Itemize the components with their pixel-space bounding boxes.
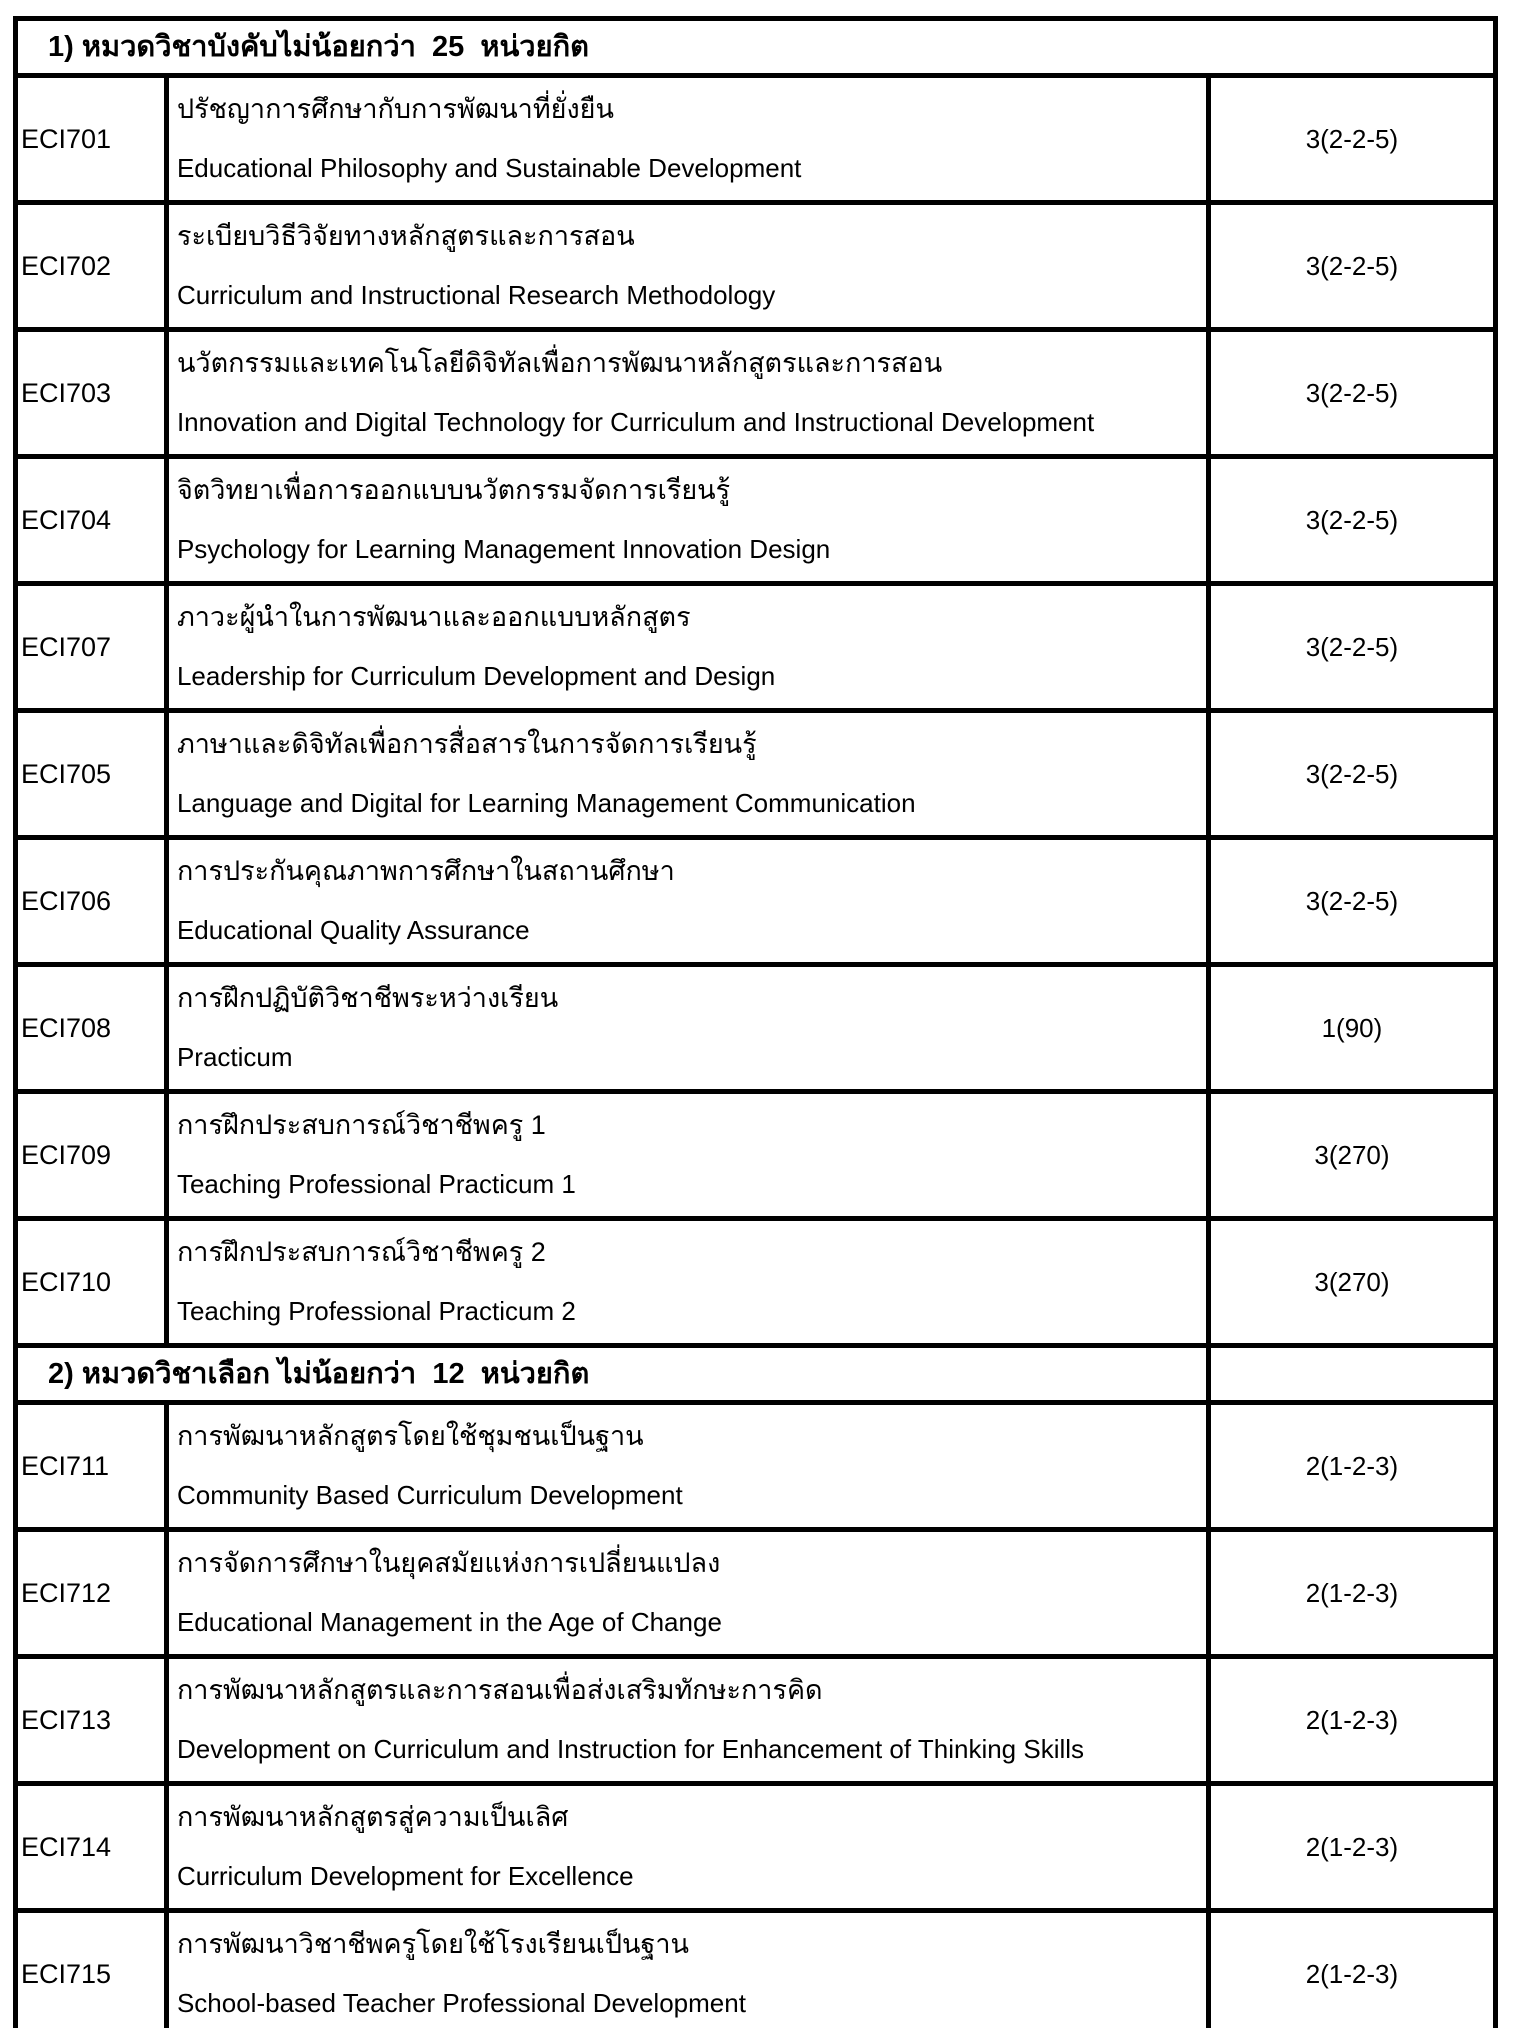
course-english-title: Curriculum and Instructional Research Methodology [176,280,776,310]
course-code-cell: ECI711 [16,1403,167,1530]
course-code-cell: ECI705 [16,711,167,838]
course-thai-title: ภาษาและดิจิทัลเพื่อการสื่อสารในการจัดการเรียนรู้ [176,729,757,759]
section-header-label: 2) หมวดวิชาเลือก ไม่น้อยกว่า 12 หน่วยกิต [16,1346,1209,1403]
course-thai-title: นวัตกรรมและเทคโนโลยีดิจิทัลเพื่อการพัฒนาหลักสูตรและการสอน [176,348,943,378]
course-english-title: Educational Management in the Age of Change [176,1607,722,1637]
course-row [16,1911,1496,2028]
course-credits-cell: 2(1-2-3) [1208,1911,1495,2028]
course-row [16,330,1496,457]
course-row [16,76,1496,203]
course-title-cell [166,1530,1208,1657]
course-row [16,1784,1496,1911]
course-title-cell [166,1219,1208,1346]
course-title-cell [166,1403,1208,1530]
course-title-cell [166,1657,1208,1784]
section-header-row [16,1346,1496,1403]
course-credits-cell: 3(2-2-5) [1208,838,1495,965]
course-thai-title: การฝึกประสบการณ์วิชาชีพครู 1 [176,1110,546,1140]
course-title-cell [166,1911,1208,2028]
course-credits-cell: 3(2-2-5) [1208,457,1495,584]
course-code-cell: ECI708 [16,965,167,1092]
course-credits-cell: 3(2-2-5) [1208,711,1495,838]
course-thai-title: การจัดการศึกษาในยุคสมัยแห่งการเปลี่ยนแปลง [176,1548,721,1578]
course-thai-title: ระเบียบวิธีวิจัยทางหลักสูตรและการสอน [176,221,635,251]
course-credits-cell: 3(270) [1208,1219,1495,1346]
course-code-cell: ECI703 [16,330,167,457]
section-header-row [16,19,1496,76]
course-english-title: Educational Philosophy and Sustainable Development [176,153,802,183]
course-credits-cell: 2(1-2-3) [1208,1657,1495,1784]
course-title-cell [166,584,1208,711]
course-title-cell [166,1784,1208,1911]
course-thai-title: การฝึกปฏิบัติวิชาชีพระหว่างเรียน [176,983,559,1013]
course-credits-cell: 3(2-2-5) [1208,76,1495,203]
course-credits-cell: 3(2-2-5) [1208,584,1495,711]
course-title-cell [166,711,1208,838]
course-english-title: Educational Quality Assurance [176,915,530,945]
course-title-cell [166,1092,1208,1219]
course-english-title: Teaching Professional Practicum 1 [176,1169,576,1199]
course-thai-title: การประกันคุณภาพการศึกษาในสถานศึกษา [176,856,675,886]
course-title-cell [166,330,1208,457]
course-code-cell: ECI715 [16,1911,167,2028]
course-code-cell: ECI710 [16,1219,167,1346]
course-row [16,838,1496,965]
course-credits-cell: 2(1-2-3) [1208,1530,1495,1657]
course-thai-title: การฝึกประสบการณ์วิชาชีพครู 2 [176,1237,546,1267]
course-row [16,584,1496,711]
course-title-cell [166,838,1208,965]
course-thai-title: การพัฒนาหลักสูตรสู่ความเป็นเลิศ [176,1802,569,1832]
course-english-title: Curriculum Development for Excellence [176,1861,634,1891]
course-row [16,457,1496,584]
course-english-title: Innovation and Digital Technology for Curriculum and Instructional Development [176,407,1095,437]
course-thai-title: จิตวิทยาเพื่อการออกแบบนวัตกรรมจัดการเรียนรู้ [176,475,731,505]
course-table-body [16,19,1496,2028]
course-english-title: Leadership for Curriculum Development and Design [176,661,776,691]
course-title-cell [166,76,1208,203]
course-thai-title: ภาวะผู้นำในการพัฒนาและออกแบบหลักสูตร [176,602,691,632]
course-credits-cell: 2(1-2-3) [1208,1784,1495,1911]
section-credits-spacer-cell [1208,1346,1495,1403]
course-title-cell [166,203,1208,330]
course-code-cell: ECI713 [16,1657,167,1784]
course-row [16,203,1496,330]
course-code-cell: ECI706 [16,838,167,965]
course-thai-title: การพัฒนาวิชาชีพครูโดยใช้โรงเรียนเป็นฐาน [176,1929,690,1959]
course-english-title: Teaching Professional Practicum 2 [176,1296,576,1326]
course-row [16,965,1496,1092]
course-english-title: School-based Teacher Professional Development [176,1988,746,2018]
course-row [16,1219,1496,1346]
course-english-title: Practicum [176,1042,293,1072]
course-thai-title: การพัฒนาหลักสูตรและการสอนเพื่อส่งเสริมทักษะการคิด [176,1675,823,1705]
course-row [16,1092,1496,1219]
course-credits-cell: 3(2-2-5) [1208,330,1495,457]
section-header-label: 1) หมวดวิชาบังคับไม่น้อยกว่า 25 หน่วยกิต [16,19,1496,76]
course-row [16,1530,1496,1657]
course-row [16,1403,1496,1530]
course-code-cell: ECI702 [16,203,167,330]
course-credits-cell: 2(1-2-3) [1208,1403,1495,1530]
course-code-cell: ECI707 [16,584,167,711]
course-row [16,1657,1496,1784]
course-english-title: Psychology for Learning Management Innovation Design [176,534,831,564]
course-thai-title: ปรัชญาการศึกษากับการพัฒนาที่ยั่งยืน [176,94,614,124]
course-english-title: Community Based Curriculum Development [176,1480,683,1510]
course-title-cell [166,965,1208,1092]
course-code-cell: ECI714 [16,1784,167,1911]
course-table [13,16,1498,2028]
course-code-cell: ECI709 [16,1092,167,1219]
course-title-cell [166,457,1208,584]
course-code-cell: ECI701 [16,76,167,203]
course-thai-title: การพัฒนาหลักสูตรโดยใช้ชุมชนเป็นฐาน [176,1421,644,1451]
course-credits-cell: 3(270) [1208,1092,1495,1219]
course-code-cell: ECI712 [16,1530,167,1657]
course-credits-cell: 3(2-2-5) [1208,203,1495,330]
course-english-title: Language and Digital for Learning Management Communication [176,788,916,818]
course-table-container [13,16,1498,2028]
course-english-title: Development on Curriculum and Instruction for Enhancement of Thinking Skills [176,1734,1085,1764]
course-code-cell: ECI704 [16,457,167,584]
course-credits-cell: 1(90) [1208,965,1495,1092]
course-row [16,711,1496,838]
